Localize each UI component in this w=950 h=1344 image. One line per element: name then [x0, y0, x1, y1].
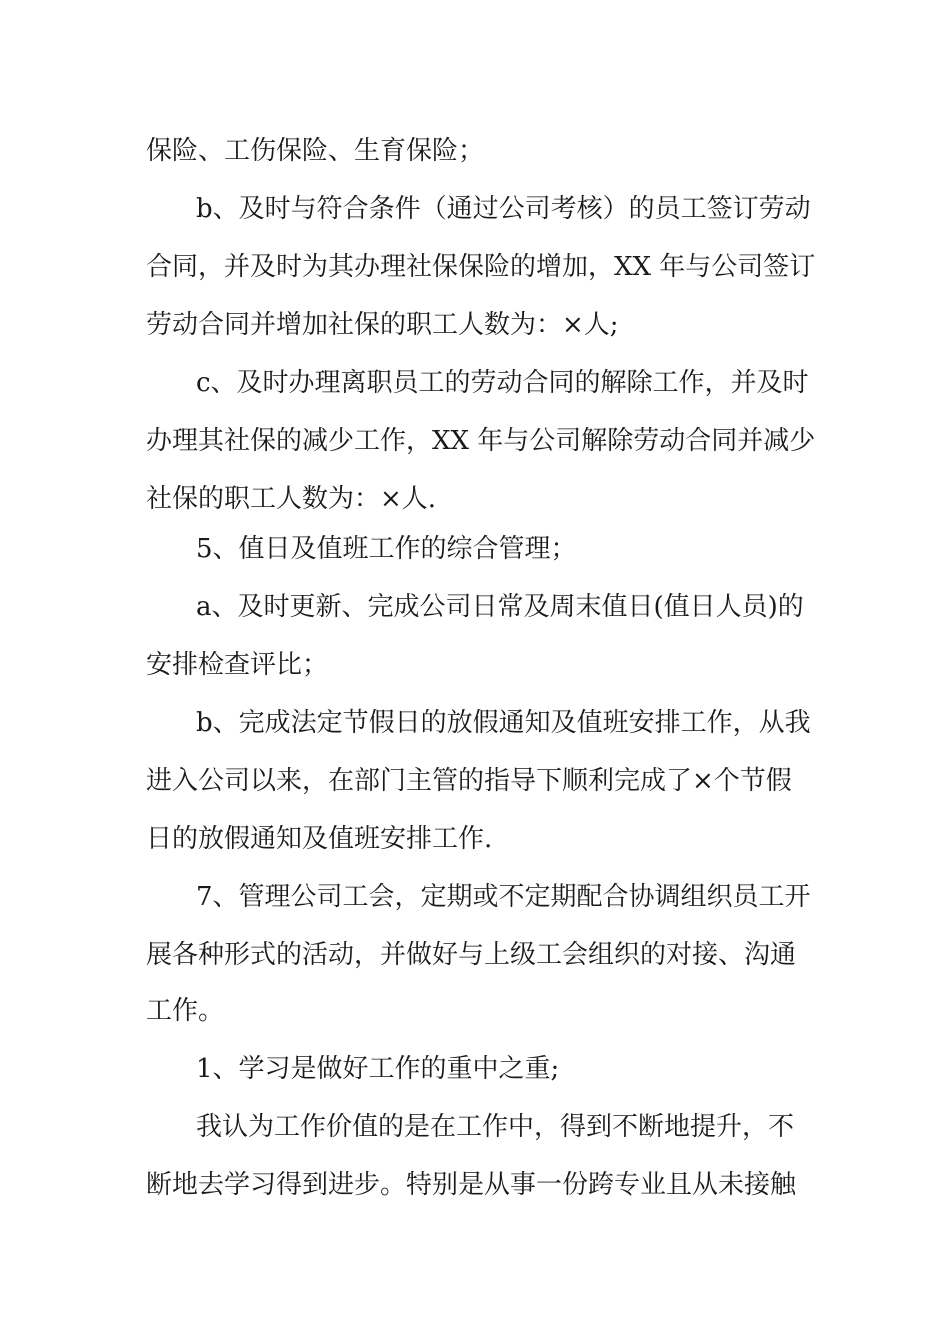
text-line: b、及时与符合条件（通过公司考核）的员工签订劳动: [196, 194, 811, 224]
section-heading: 5、值日及值班工作的综合管理；: [196, 534, 577, 564]
text-line: 社保的职工人数为：×人.: [146, 484, 437, 514]
text-line: a、及时更新、完成公司日常及周末值日(值日人员)的: [196, 592, 804, 622]
section-heading: 1、学习是做好工作的重中之重;: [196, 1054, 560, 1084]
text-line: 安排检查评比；: [146, 650, 329, 680]
text-line: 劳动合同并增加社保的职工人数为：×人;: [146, 310, 619, 340]
text-line: 展各种形式的活动，并做好与上级工会组织的对接、沟通: [146, 940, 797, 970]
text-line: c、及时办理离职员工的劳动合同的解除工作，并及时: [196, 368, 809, 398]
text-line: 工作。: [146, 996, 225, 1026]
section-heading: 7、管理公司工会，定期或不定期配合协调组织员工开: [196, 882, 811, 912]
text-line: 合同，并及时为其办理社保保险的增加，XX 年与公司签订: [146, 252, 816, 282]
text-line: 保险、工伤保险、生育保险；: [146, 136, 485, 166]
text-line: 日的放假通知及值班安排工作.: [146, 824, 493, 854]
text-line: 办理其社保的减少工作，XX 年与公司解除劳动合同并减少: [146, 426, 816, 456]
text-line: 断地去学习得到进步。特别是从事一份跨专业且从未接触: [146, 1170, 797, 1200]
text-line: b、完成法定节假日的放假通知及值班安排工作，从我: [196, 708, 811, 738]
text-line: 进入公司以来，在部门主管的指导下顺利完成了×个节假: [146, 766, 792, 796]
text-line: 我认为工作价值的是在工作中，得到不断地提升，不: [196, 1112, 795, 1142]
